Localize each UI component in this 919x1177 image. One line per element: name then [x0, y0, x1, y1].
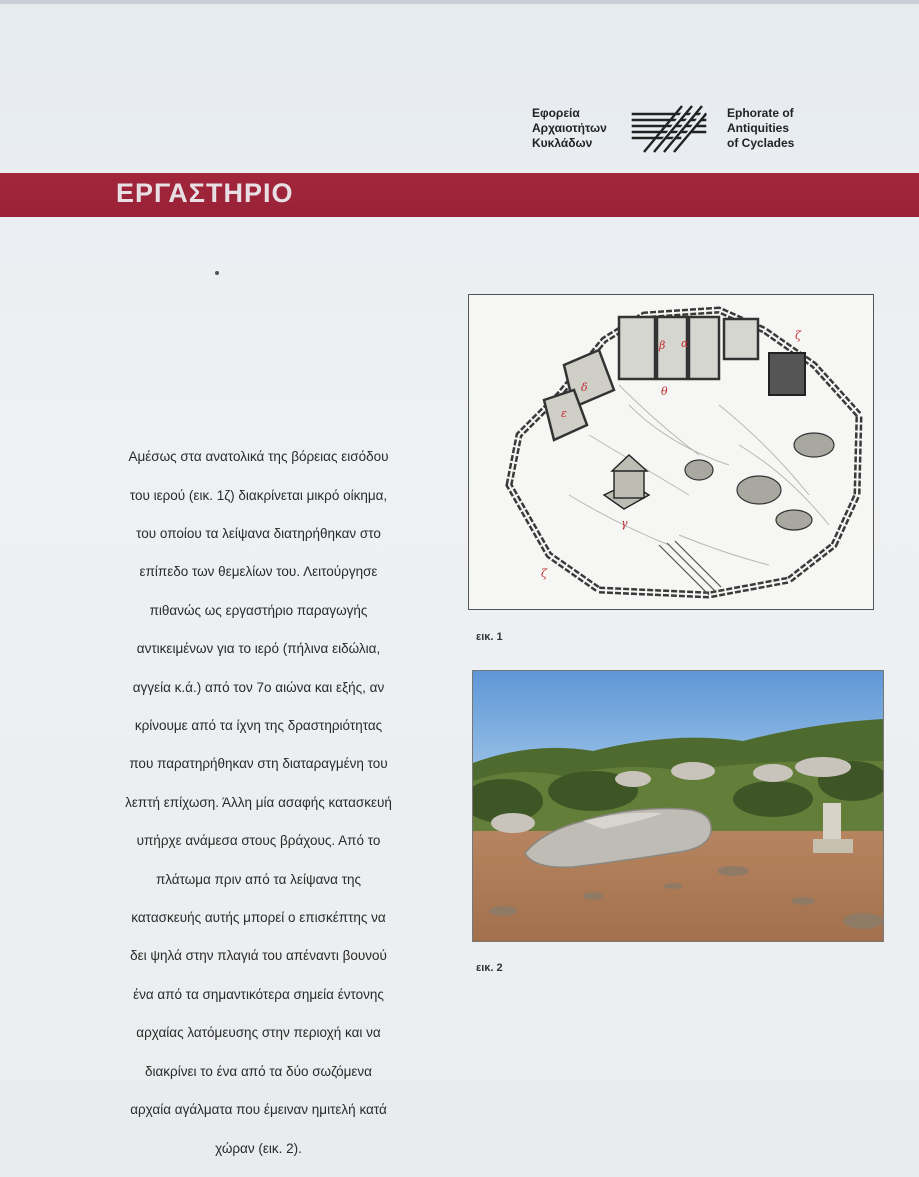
logo-greek-line: Κυκλάδων [532, 136, 593, 150]
text-line: του οποίου τα λείψανα διατηρήθηκαν στο [136, 526, 381, 542]
plan-label: θ [661, 385, 668, 398]
figure1-caption: εικ. 1 [476, 631, 503, 643]
logo-english-line: Antiquities [727, 121, 789, 135]
logo-english-line: Ephorate of [727, 106, 794, 120]
statue-photo-figure [472, 670, 884, 942]
text-line: ένα από τα σημαντικότερα σημεία έντονης [133, 986, 384, 1002]
text-line: διακρίνει το ένα από τα δύο σωζόμενα [144, 1063, 372, 1079]
plan-label: γ [621, 517, 628, 530]
logo-greek-line: Εφορεία [532, 106, 580, 120]
site-plan-drawing [469, 295, 873, 609]
statue-photo [473, 671, 883, 941]
text-line: Αμέσως στα ανατολικά της βόρειας εισόδου [128, 449, 389, 465]
figure2-caption: εικ. 2 [476, 962, 503, 974]
plan-label: β [659, 339, 666, 352]
ephorate-logo-icon [630, 104, 708, 156]
text-line: υπήρχε ανάμεσα στους βράχους. Από το [136, 833, 381, 849]
plan-label: ζ [541, 567, 547, 580]
text-line: κατασκευής αυτής μπορεί ο επισκέπτης να [131, 910, 386, 926]
text-line: αρχαία αγάλματα που έμειναν ημιτελή κατά [130, 1102, 387, 1118]
text-line: αρχαίας λατόμευσης στην περιοχή και να [136, 1025, 381, 1041]
logo-english-line: of Cyclades [727, 136, 795, 150]
description-text [102, 428, 415, 1177]
text-line: αντικειμένων για το ιερό (πήλινα ειδώλια, [136, 641, 381, 657]
text-line: επίπεδο των θεμελίων του. Λειτούργησε [139, 564, 378, 580]
text-line: πλάτωμα πριν από τα λείψανα της [155, 871, 362, 887]
page-title: ΕΡΓΑΣΤΗΡΙΟ [116, 178, 294, 208]
text-line: του ιερού (εικ. 1ζ) διακρίνεται μικρό οίκημα, [129, 487, 388, 503]
text-line: δει ψηλά στην πλαγιά του απέναντι βουνού [130, 948, 387, 964]
text-line: λεπτή επίχωση. Άλλη μία ασαφής κατασκευή [125, 794, 392, 810]
text-line: κρίνουμε από τα ίχνη της δραστηριότητας [134, 718, 383, 734]
board-top-edge [0, 0, 919, 4]
text-line: χώραν (εικ. 2). [215, 1140, 302, 1156]
plan-label: δ [581, 381, 588, 394]
text-line: αγγεία κ.ά.) από τον 7ο αιώνα και εξής, αν [132, 679, 385, 695]
site-plan-figure [468, 294, 874, 610]
plan-label: α [681, 337, 689, 350]
plan-label: ζ [795, 329, 801, 342]
text-line: πιθανώς ως εργαστήριο παραγωγής [149, 602, 368, 618]
logo-text-english [727, 106, 837, 151]
logo-text-greek [532, 106, 627, 151]
text-line: που παρατηρήθηκαν στη διαταραγμένη του [129, 756, 388, 772]
dirt-speck [215, 271, 219, 275]
plan-label: ε [561, 407, 567, 420]
logo-greek-line: Αρχαιοτήτων [532, 121, 607, 135]
